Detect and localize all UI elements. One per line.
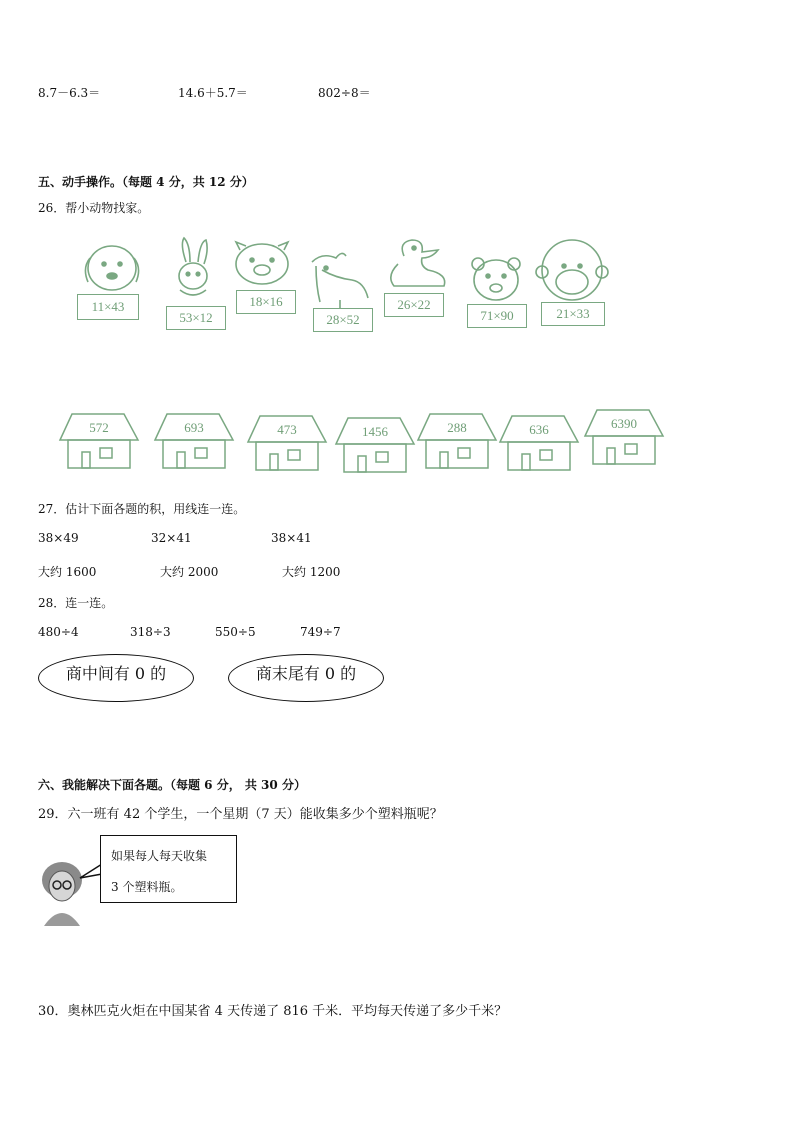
question-28: 28．连一连。 — [38, 596, 114, 610]
q27-estimate-2: 大约 2000 — [160, 565, 219, 579]
house-number: 1456 — [362, 424, 388, 439]
animal-label-rabbit: 53×12 — [166, 306, 226, 330]
duck-icon — [391, 240, 445, 286]
animal-label-monkey: 21×33 — [541, 302, 605, 326]
question-26: 26．帮小动物找家。 — [38, 201, 150, 215]
animal-label-bear: 71×90 — [467, 304, 527, 328]
house-473 — [248, 416, 326, 470]
calc-item-1: 8.7－6.3＝ — [38, 86, 101, 100]
question-29: 29．六一班有 42 个学生，一个星期（7 天）能收集多少个塑料瓶呢？ — [38, 807, 443, 822]
bear-icon — [472, 258, 520, 300]
house-572 — [60, 414, 138, 468]
q27-expr-3: 38×41 — [271, 531, 312, 545]
house-number: 6390 — [611, 416, 637, 431]
house-number: 473 — [277, 422, 297, 437]
house-6390 — [585, 410, 663, 464]
houses-illustration — [0, 400, 794, 475]
oval-quotient-middle-zero[interactable] — [38, 654, 194, 702]
house-number: 693 — [184, 420, 204, 435]
house-288 — [418, 414, 496, 468]
rabbit-icon — [179, 238, 207, 295]
q27-estimate-1: 大约 1600 — [38, 565, 97, 579]
q27-estimate-3: 大约 1200 — [282, 565, 341, 579]
section6-heading: 六、我能解决下面各题。（每题 6 分， 共 30 分） — [38, 778, 306, 792]
house-number: 572 — [89, 420, 109, 435]
animal-drawings — [0, 0, 794, 340]
animal-label-pig: 18×16 — [236, 290, 296, 314]
animal-label-dog: 11×43 — [77, 294, 139, 320]
speech-bubble — [100, 835, 237, 903]
q28-expr-1: 480÷4 — [38, 625, 79, 639]
house-number: 636 — [529, 422, 549, 437]
calc-item-2: 14.6＋5.7＝ — [178, 86, 248, 100]
calc-item-3: 802÷8＝ — [318, 86, 371, 100]
question-27: 27．估计下面各题的积，用线连一连。 — [38, 502, 246, 516]
bubble-line-2: 3 个塑料瓶。 — [111, 880, 183, 894]
oval-quotient-end-zero[interactable] — [228, 654, 384, 702]
animal-label-goat: 28×52 — [313, 308, 373, 332]
q27-expr-1: 38×49 — [38, 531, 79, 545]
q28-expr-3: 550÷5 — [215, 625, 256, 639]
dog-icon — [85, 246, 138, 290]
oval-label: 商末尾有 0 的 — [255, 664, 357, 683]
animal-label-duck: 26×22 — [384, 293, 444, 317]
q27-expr-2: 32×41 — [151, 531, 192, 545]
oval-label: 商中间有 0 的 — [65, 664, 167, 683]
house-number: 288 — [447, 420, 467, 435]
goat-icon — [312, 253, 368, 308]
house-636 — [500, 416, 578, 470]
section5-heading: 五、动手操作。（每题 4 分，共 12 分） — [38, 175, 254, 189]
q28-expr-2: 318÷3 — [130, 625, 171, 639]
question-30: 30．奥林匹克火炬在中国某省 4 天传递了 816 千米．平均每天传递了多少千米？ — [38, 1004, 508, 1019]
pig-icon — [236, 242, 288, 284]
bubble-line-1: 如果每人每天收集 — [111, 849, 208, 863]
house-1456 — [336, 418, 414, 472]
q28-expr-4: 749÷7 — [300, 625, 341, 639]
monkey-icon — [536, 240, 608, 300]
house-693 — [155, 414, 233, 468]
